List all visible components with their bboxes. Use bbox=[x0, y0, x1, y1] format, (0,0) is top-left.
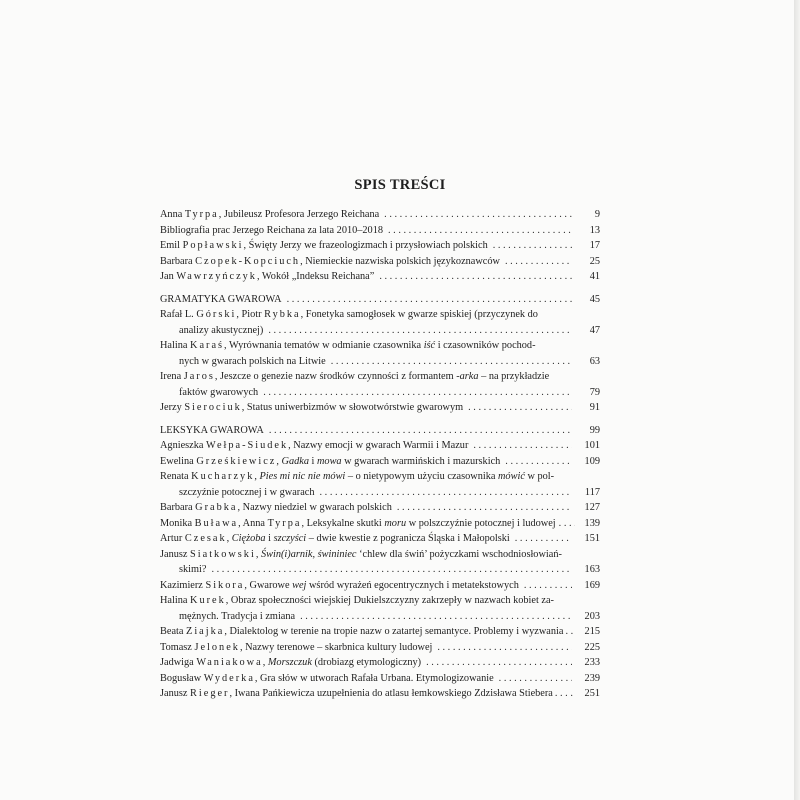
page-number: 25 bbox=[589, 255, 600, 267]
toc-entry[interactable]: Halina Kurek, Obraz społeczności wiejskiej Dukielszczyzny zakrzepły w nazwach kobiet za- mężnych. Tradycja i zmiana . . . 203 bbox=[160, 593, 600, 624]
page-number: 91 bbox=[589, 402, 600, 413]
toc-entry[interactable]: Rafał L. Górski, Piotr Rybka, Fonetyka samogłosek w gwarze spiskiej (przyczynek do analizy akustycznej) . . . 47 bbox=[160, 307, 600, 338]
toc-entry[interactable]: Renata Kucharzyk, Pies mi nic nie mówi – o nietypowym użyciu czasownika mówić w pol- szczyźnie potocznej i w gwarach . . . 117 bbox=[160, 469, 600, 500]
toc-entry[interactable]: Beata Ziajka, Dialektolog w terenie na tropie nazw o zatartej semantyce. Problemy i wyzwania . . . 215 bbox=[160, 624, 600, 640]
toc-entry[interactable]: Bogusław Wyderka, Gra słów w utworach Rafała Urbana. Etymologizowanie . . . 239 bbox=[160, 671, 600, 687]
toc-entry[interactable]: Emil Popławski, Święty Jerzy we frazeologizmach i przysłowiach polskich . . . 17 bbox=[160, 238, 600, 254]
toc-entry[interactable]: Halina Karaś, Wyrównania tematów w odmianie czasownika iść i czasowników pochod- nych w gwarach polskich na Litwie . . . 63 bbox=[160, 338, 600, 369]
section-heading-gramatyka[interactable]: GRAMATYKA GWAROWA . . . 45 bbox=[160, 292, 600, 308]
page-number: 117 bbox=[584, 486, 600, 498]
page-number: 99 bbox=[589, 424, 600, 436]
toc-entry[interactable]: Ewelina Grześkiewicz, Gadka i mowa w gwarach warmińskich i mazurskich . . . 109 bbox=[160, 454, 600, 470]
toc-entry[interactable]: Artur Czesak, Ciężoba i szczyści – dwie kwestie z pogranicza Śląska i Małopolski . . . 151 bbox=[160, 531, 600, 547]
page-number: 251 bbox=[584, 688, 600, 699]
page-number: 139 bbox=[584, 517, 600, 529]
section-heading-leksyka[interactable]: LEKSYKA GWAROWA . . . 99 bbox=[160, 423, 600, 439]
toc-entry[interactable]: Bibliografia prac Jerzego Reichana za lata 2010–2018 . . . 13 bbox=[160, 223, 600, 239]
toc-entry[interactable]: Jadwiga Waniakowa, Morszczuk (drobiazg etymologiczny) . . . 233 bbox=[160, 655, 600, 671]
toc-entry[interactable]: Monika Buława, Anna Tyrpa, Leksykalne skutki moru w polszczyźnie potocznej i ludowej . . . 139 bbox=[160, 516, 600, 532]
page-number: 79 bbox=[589, 386, 600, 398]
page-number: 215 bbox=[584, 626, 600, 637]
page-number: 169 bbox=[584, 579, 600, 591]
page-number: 9 bbox=[594, 209, 600, 220]
toc-entry[interactable]: Kazimierz Sikora, Gwarowe wej wśród wyrażeń egocentrycznych i metatekstowych . . . 169 bbox=[160, 578, 600, 594]
table-of-contents bbox=[160, 207, 600, 702]
page-number: 47 bbox=[589, 324, 600, 336]
toc-entry[interactable]: Janusz Siatkowski, Świn(i)arnik, świniniec ‘chlew dla świń’ pożyczkami wschodniosłowiań- skimi? . . . 163 bbox=[160, 547, 600, 578]
toc-entry[interactable]: Tomasz Jelonek, Nazwy terenowe – skarbnica kultury ludowej . . . 225 bbox=[160, 640, 600, 656]
page-number: 13 bbox=[589, 224, 600, 236]
page-number: 101 bbox=[584, 440, 600, 451]
toc-entry[interactable]: Barbara Grabka, Nazwy niedziel w gwarach polskich . . . 127 bbox=[160, 500, 600, 516]
page-number: 203 bbox=[584, 610, 600, 622]
page-number: 41 bbox=[589, 271, 600, 282]
toc-entry[interactable]: Janusz Rieger, Iwana Pańkiewicza uzupełnienia do atlasu łemkowskiego Zdzisława Stiebera . . . 251 bbox=[160, 686, 600, 702]
page-number: 109 bbox=[584, 455, 600, 467]
page-number: 127 bbox=[584, 502, 600, 513]
page-title: SPIS TREŚCI bbox=[354, 177, 446, 193]
toc-entry[interactable]: Anna Tyrpa, Jubileusz Profesora Jerzego Reichana . . . 9 bbox=[160, 207, 600, 223]
page-number: 239 bbox=[584, 672, 600, 684]
page-number: 163 bbox=[584, 564, 600, 575]
toc-entry[interactable]: Irena Jaros, Jeszcze o genezie nazw środków czynności z formantem -arka – na przykładzie faktów gwarowych . . . 79 bbox=[160, 369, 600, 400]
toc-entry[interactable]: Agnieszka Wełpa-Siudek, Nazwy emocji w gwarach Warmii i Mazur . . . 101 bbox=[160, 438, 600, 454]
page-number: 233 bbox=[584, 657, 600, 668]
page-number: 17 bbox=[589, 240, 600, 251]
page-edge bbox=[794, 0, 800, 800]
toc-entry[interactable]: Barbara Czopek-Kopciuch, Niemieckie nazwiska polskich językoznawców . . . 25 bbox=[160, 254, 600, 270]
page-number: 45 bbox=[589, 293, 600, 305]
page-number: 151 bbox=[584, 533, 600, 544]
page-number: 63 bbox=[589, 355, 600, 367]
page-number: 225 bbox=[584, 641, 600, 653]
toc-entry[interactable]: Jan Wawrzyńczyk, Wokół „Indeksu Reichana” . . . 41 bbox=[160, 269, 600, 285]
toc-entry[interactable]: Jerzy Sierociuk, Status uniwerbizmów w słowotwórstwie gwarowym . . . 91 bbox=[160, 400, 600, 416]
